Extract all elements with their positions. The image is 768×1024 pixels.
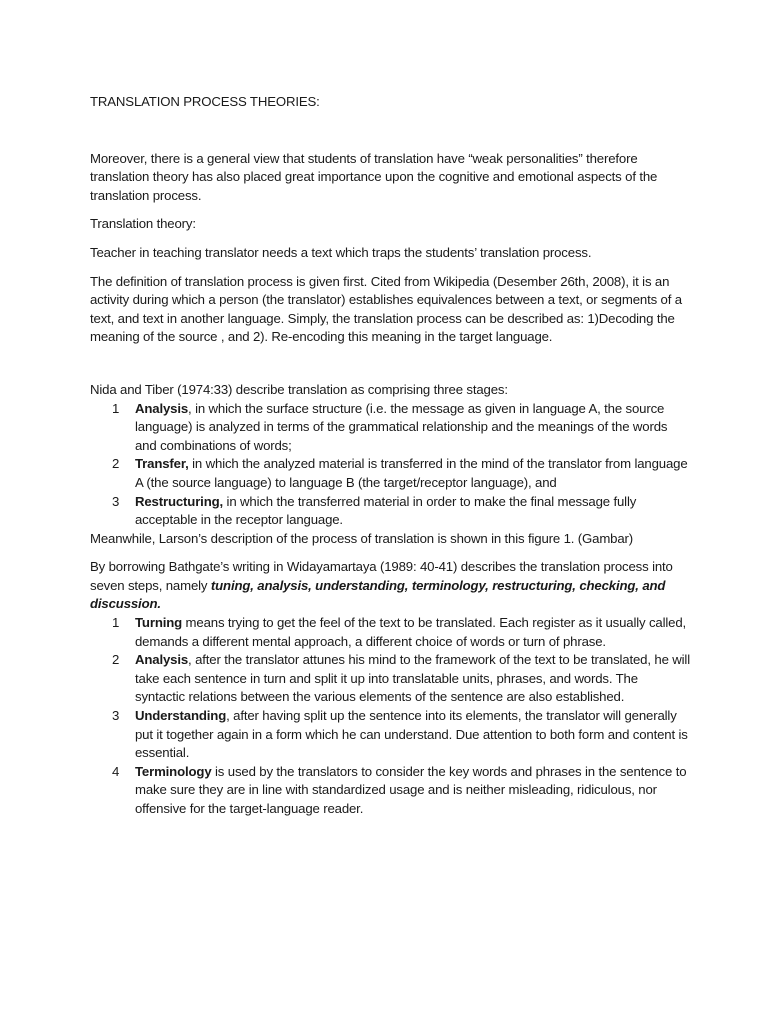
bathgate-steps-list — [90, 614, 690, 819]
list-number: 2 — [112, 456, 120, 472]
document-page — [90, 93, 690, 819]
translation-theory-label: Translation theory: — [90, 216, 196, 232]
list-number: 4 — [112, 763, 120, 779]
list-term: Understanding — [135, 708, 227, 724]
list-term: Analysis — [135, 400, 189, 416]
list-text: , after having split up the sentence into its elements, the translator will generally put it together again in a form which he can understand. Due attention to both form and content is essential. — [135, 708, 688, 761]
bathgate-prefix: By borrowing Bathgate’s writing in Widayamartaya (1989: 40-41) describes the translation process into seven steps, namely — [90, 559, 673, 593]
list-term: Restructuring, — [135, 493, 224, 509]
list-term: Turning — [135, 615, 183, 631]
nida-stages-list — [90, 400, 690, 530]
list-number: 1 — [112, 615, 120, 631]
list-item — [90, 614, 690, 651]
list-item — [90, 707, 690, 763]
list-item — [90, 455, 690, 492]
list-number: 2 — [112, 652, 120, 668]
list-item — [90, 493, 690, 530]
list-number: 3 — [112, 708, 120, 724]
list-item — [90, 400, 690, 456]
intro-paragraph: Moreover, there is a general view that students of translation have “weak personalities” therefore translation theory has also placed great importance upon the cognitive and emotional aspects of the translation process. — [90, 150, 658, 203]
larson-paragraph: Meanwhile, Larson’s description of the process of translation is shown in this figure 1. (Gambar) — [90, 530, 634, 546]
list-number: 1 — [112, 400, 120, 416]
list-text: means trying to get the feel of the text to be translated. Each register as it usually called, demands a different mental approach, a different choice of words or turn of phrase. — [135, 615, 687, 649]
list-text: , after the translator attunes his mind to the framework of the text to be translated, he will take each sentence in turn and split it up into translatable units, phrases, and words. The syntactic relations between the various elements of the sentence are also established. — [135, 652, 690, 705]
teacher-paragraph: Teacher in teaching translator needs a text which traps the students’ translation process. — [90, 244, 592, 260]
list-term: Transfer, — [135, 456, 189, 472]
document-heading: TRANSLATION PROCESS THEORIES: — [90, 94, 320, 109]
list-text: is used by the translators to consider the key words and phrases in the sentence to make sure they are in line with standardized usage and is neither misleading, ridiculous, nor offensive for the target-language reader. — [135, 763, 687, 816]
bathgate-steps: tuning, analysis, understanding, terminology, restructuring, checking, and discussion. — [90, 577, 666, 612]
nida-intro-paragraph: Nida and Tiber (1974:33) describe translation as comprising three stages: — [90, 381, 508, 397]
bathgate-paragraph — [90, 558, 690, 614]
list-text: in which the analyzed material is transferred in the mind of the translator from language A (the source language) to language B (the target/receptor language), and — [135, 456, 688, 490]
list-term: Analysis — [135, 652, 189, 668]
definition-paragraph: The definition of translation process is given first. Cited from Wikipedia (Desember 26th, 2008), it is an activity during which a person (the translator) establishes equivalences between a text, or segments of a text, and text in another language. Simply, the translation process can be described as: 1)Decoding the meaning of the source , and 2). Re-encoding this meaning in the target language. — [90, 273, 682, 345]
list-item — [90, 651, 690, 707]
list-text: in which the transferred material in order to make the final message fully acceptable in the receptor language. — [135, 493, 637, 528]
list-item — [90, 763, 690, 819]
list-term: Terminology — [135, 763, 212, 779]
list-number: 3 — [112, 493, 120, 509]
list-text: , in which the surface structure (i.e. the message as given in language A, the source language) is analyzed in terms of the grammatical relationship and the meanings of the words and combinations of words; — [135, 400, 668, 453]
